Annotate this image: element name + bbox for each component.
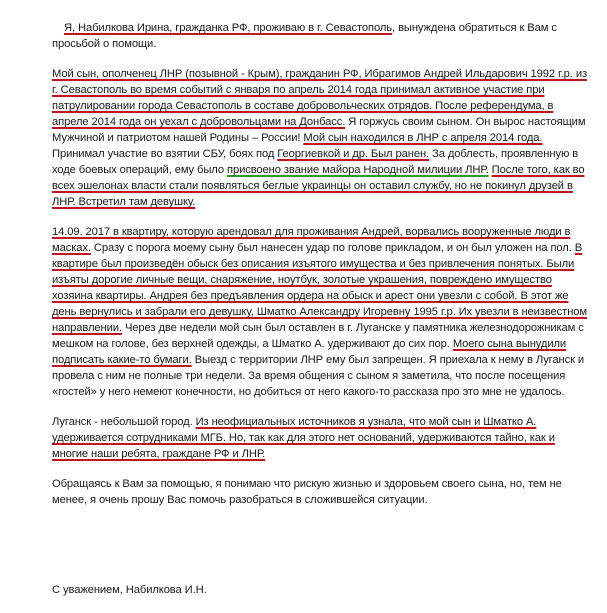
underlined-text: Моего сына вынудили подписать какие-то бумаги.	[52, 338, 567, 366]
underlined-text: Я, Набилкова Ирина, гражданка РФ, проживаю в г. Севастополь	[64, 22, 393, 34]
text-run: , вынуждена обратиться к Вам с просьбой о помощи.	[52, 22, 557, 50]
underlined-text: Мой сын находился в ЛНР с апреля 2014 года.	[303, 132, 543, 144]
paragraph-lugansk-detention	[52, 414, 589, 462]
underlined-text: Из неофициальных источников я узнала, что мой сын и Шматко А. удерживается сотрудниками МГБ. Но, так как для этого нет оснований, удерживаются тайно, как и многие наши ребята, граждане РФ и ЛНР.	[52, 416, 555, 460]
underlined-text: 14.09. 2017 в квартиру, которую арендовал для проживания Андрей, ворвались вооруженные люди в масках.	[52, 226, 571, 254]
underlined-text: Георгиевкой и др. Был ранен.	[277, 148, 430, 160]
text-run: Обращаясь к Вам за помощью, я понимаю что рискую жизнью и здоровьем своего сына, но, тем не менее, я очень прошу Вас помочь разобраться в сложившейся ситуации.	[52, 478, 562, 506]
underlined-text: присвоено звание майора Народной милиции ЛНР.	[226, 164, 489, 176]
paragraph-arrest-events	[52, 224, 589, 400]
text-run: За доблесть, проявленную в ходе боевых операций, ему было	[52, 148, 579, 176]
text-run: Сразу с порога моему сыну был нанесен удар по голове прикладом, и он был уложен на пол.	[90, 242, 575, 254]
text-run: Луганск - небольшой город.	[52, 416, 196, 428]
underlined-text: В квартире был произведён обыск без описания изъятого имущества и без привлечения понятых. Были изъяты дорогие личные вещи, снаряжение, ноутбук, золотые украшения, повреждено имущество хозяина квартиры. Андрея без предъявления ордера на обыск и арест они увезли с собой. В этот же день вернулись и забрали его девушку, Шматко Александру Игоревну 1995 г.р. Их увезли в неизвестном направлении.	[52, 242, 587, 334]
text-run: Через две недели мой сын был оставлен в г. Луганске у памятника железнодорожникам с мешком на голове, без верхней одежды, а Шматко А. удерживают до сих пор.	[52, 322, 584, 350]
underlined-text: Мой сын, ополченец ЛНР (позывной - Крым), гражданин РФ, Ибрагимов Андрей Ильдарович 1992 г.р. из г. Севастополь во время событий с января по апрель 2014 года принимал активное участие при патрулировании города Севастополь в составе добровольческих отрядов. После референдума, в апреле 2014 года он уехал с добровольцами на Донбасс.	[52, 68, 587, 128]
text-run: Я горжусь своим сыном. Он вырос настоящим Мужчиной и патриотом нашей Родины – России!	[52, 116, 586, 144]
signature: С уважением, Набилкова И.Н.	[52, 584, 207, 596]
underlined-text: После того, как во всех эшелонах власти стали появляться беглые украинцы он оставил службу, но не покинул друзей в ЛНР. Встретил там девушку.	[52, 164, 585, 208]
paragraph-intro	[52, 20, 589, 52]
paragraph-request	[52, 476, 589, 508]
text-run: Выезд с территории ЛНР ему был запрещен. Я приехала к нему в Луганск и провела с ним не полные три недели. За время общения с сыном я заметила, что после посещения «гостей» у него немеют конечности, но добиться от него какого-то рассказа про это мне не удалось.	[52, 354, 585, 398]
paragraph-son-background	[52, 66, 589, 210]
text-run: Принимал участие во взятии СБУ, боях под	[52, 148, 278, 160]
